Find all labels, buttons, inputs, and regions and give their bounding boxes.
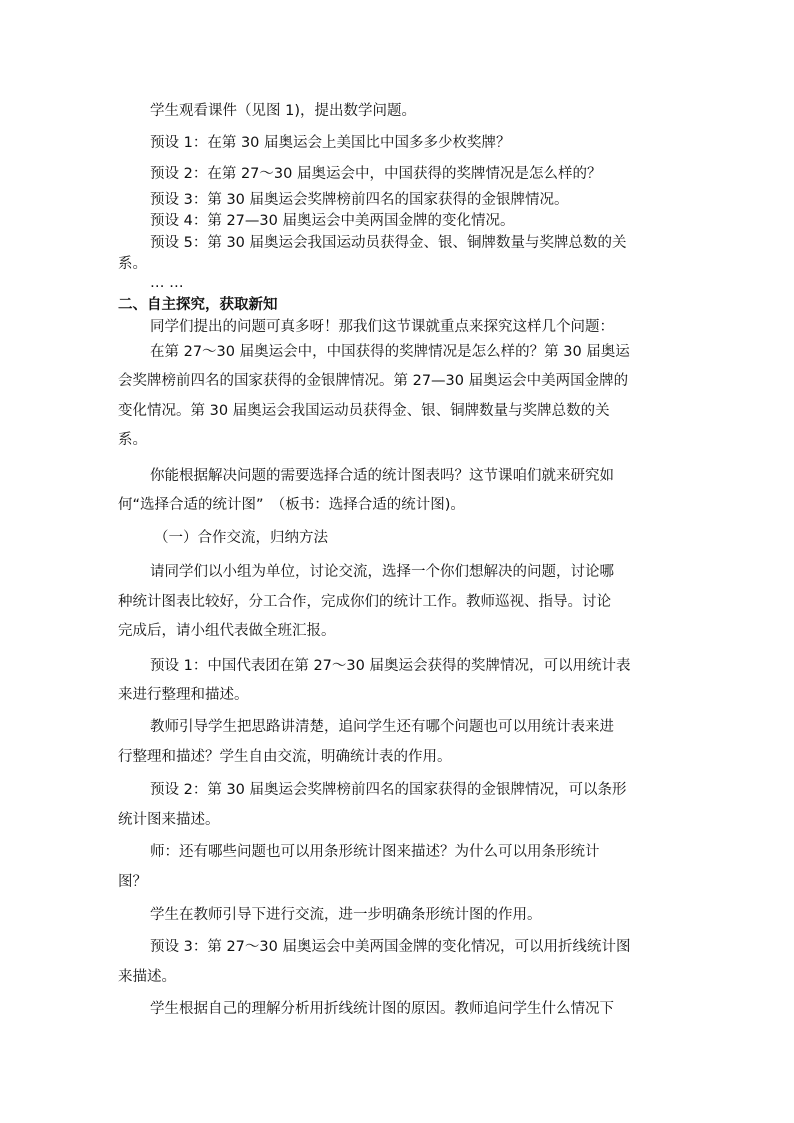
intro-line: 学生观看课件（见图 1)，提出数学问题。 bbox=[150, 103, 416, 119]
preset-5-line-cont: 系。 bbox=[118, 256, 147, 272]
preset-5-line: 预设 5：第 30 届奥运会我国运动员获得金、银、铜牌数量与奖牌总数的关 bbox=[150, 235, 627, 251]
preset-1-line: 预设 1：在第 30 届奥运会上美国比中国多多少枚奖牌？ bbox=[150, 135, 511, 151]
paragraph-line: 预设 3：第 27～30 届奥运会中美两国金牌的变化情况，可以用折线统计图 bbox=[150, 939, 631, 955]
paragraph-line: 系。 bbox=[118, 432, 147, 448]
preset-3-line: 预设 3：第 30 届奥运会奖牌榜前四名的国家获得的金银牌情况。 bbox=[150, 192, 569, 208]
paragraph-line: 统计图来描述。 bbox=[118, 812, 220, 828]
subsection-heading: （一）合作交流，归纳方法 bbox=[154, 530, 328, 546]
paragraph-line: 同学们提出的问题可真多呀！那我们这节课就重点来探究这样几个问题： bbox=[150, 319, 614, 335]
paragraph-line: 来进行整理和描述。 bbox=[118, 687, 249, 703]
preset-2-line: 预设 2：在第 27～30 届奥运会中，中国获得的奖牌情况是怎么样的？ bbox=[150, 166, 602, 182]
paragraph-line: 来描述。 bbox=[118, 969, 176, 985]
paragraph-line: 教师引导学生把思路讲清楚，追问学生还有哪个问题也可以用统计表来进 bbox=[150, 719, 614, 735]
paragraph-line: 会奖牌榜前四名的国家获得的金银牌情况。第 27—30 届奥运会中美两国金牌的 bbox=[118, 373, 629, 389]
paragraph-line: 行整理和描述？学生自由交流，明确统计表的作用。 bbox=[118, 749, 452, 765]
paragraph-line: 种统计图表比较好，分工合作，完成你们的统计工作。教师巡视、指导。讨论 bbox=[118, 594, 611, 610]
paragraph-line: 完成后，请小组代表做全班汇报。 bbox=[118, 623, 336, 639]
section-heading: 二、自主探究，获取新知 bbox=[118, 297, 278, 313]
paragraph-line: 请同学们以小组为单位，讨论交流，选择一个你们想解决的问题，讨论哪 bbox=[150, 564, 614, 580]
paragraph-line: 变化情况。第 30 届奥运会我国运动员获得金、银、铜牌数量与奖牌总数的关 bbox=[118, 403, 610, 419]
ellipsis: … … bbox=[150, 275, 184, 291]
paragraph-line: 你能根据解决问题的需要选择合适的统计图表吗？这节课咱们就来研究如 bbox=[150, 468, 614, 484]
paragraph-line: 预设 2：第 30 届奥运会奖牌榜前四名的国家获得的金银牌情况，可以条形 bbox=[150, 782, 627, 798]
paragraph-line: 学生根据自己的理解分析用折线统计图的原因。教师追问学生什么情况下 bbox=[150, 1001, 614, 1017]
paragraph-line: 何“选择合适的统计图” （板书：选择合适的统计图)。 bbox=[118, 497, 465, 513]
paragraph-line: 图？ bbox=[118, 874, 147, 890]
preset-4-line: 预设 4：第 27—30 届奥运会中美两国金牌的变化情况。 bbox=[150, 213, 515, 229]
paragraph-line: 预设 1：中国代表团在第 27～30 届奥运会获得的奖牌情况，可以用统计表 bbox=[150, 658, 631, 674]
paragraph-line: 学生在教师引导下进行交流，进一步明确条形统计图的作用。 bbox=[150, 907, 542, 923]
paragraph-line: 师：还有哪些问题也可以用条形统计图来描述？为什么可以用条形统计 bbox=[150, 844, 600, 860]
paragraph-line: 在第 27～30 届奥运会中，中国获得的奖牌情况是怎么样的？第 30 届奥运 bbox=[150, 344, 630, 360]
